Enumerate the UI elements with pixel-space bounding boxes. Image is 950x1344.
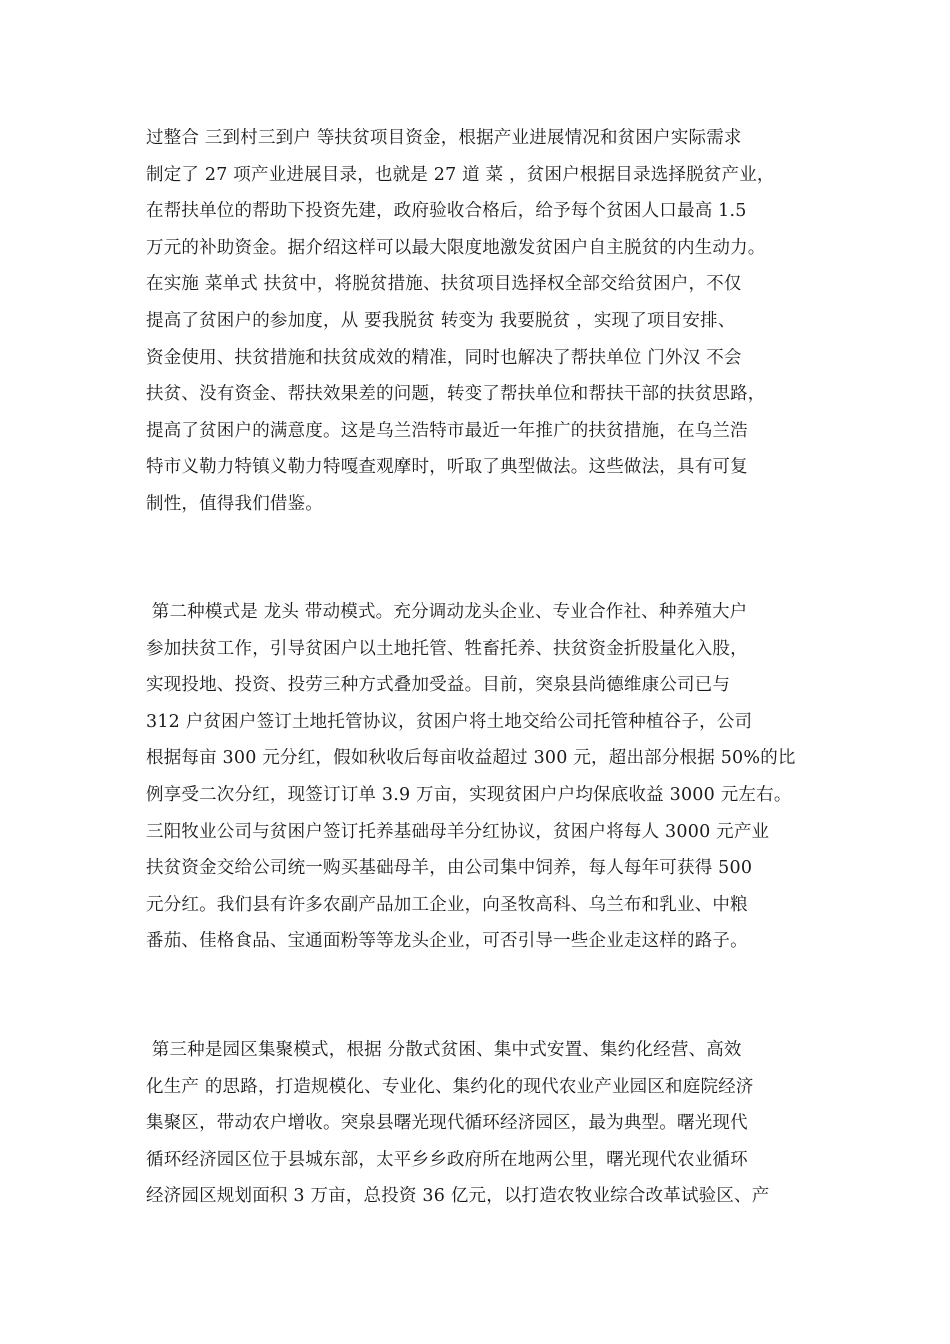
text-line: 参加扶贫工作，引导贫困户以土地托管、牲畜托养、扶贫资金折股量化入股， [146, 638, 748, 659]
text-line: 经济园区规划面积 3 万亩，总投资 36 亿元，以打造农牧业综合改革试验区、产 [146, 1186, 770, 1207]
text-line: 第二种模式是 龙头 带动模式。充分调动龙头企业、专业合作社、种养殖大户 [146, 602, 748, 622]
text-line: 提高了贫困户的满意度。这是乌兰浩特市最近一年推广的扶贫措施，在乌兰浩 [146, 420, 748, 441]
text-line: 三阳牧业公司与贫困户签订托养基础母羊分红协议，贫困户将每人 3000 元产业 [146, 821, 770, 842]
text-line: 元分红。我们县有许多农副产品加工企业，向圣牧高科、乌兰布和乳业、中粮 [146, 894, 748, 915]
text-line: 根据每亩 300 元分红，假如秋收后每亩收益超过 300 元，超出部分根据 50%的比 [146, 748, 796, 769]
text-line: 万元的补助资金。据介绍这样可以最大限度地激发贫困户自主脱贫的内生动力。 [146, 237, 766, 258]
text-line: 实现投地、投资、投劳三种方式叠加受益。目前，突泉县尚德维康公司已与 [146, 675, 731, 696]
text-line: 312 户贫困户签订土地托管协议，贫困户将土地交给公司托管种植谷子，公司 [146, 711, 753, 732]
paragraph-industrial-park-model [146, 1032, 810, 1215]
text-line: 扶贫、没有资金、帮扶效果差的问题，转变了帮扶单位和帮扶干部的扶贫思路， [146, 384, 766, 405]
text-line: 资金使用、扶贫措施和扶贫成效的精准，同时也解决了帮扶单位 门外汉 不会 [146, 347, 742, 368]
text-line: 在帮扶单位的帮助下投资先建，政府验收合格后，给予每个贫困人口最高 1.5 [146, 201, 747, 222]
paragraph-leading-enterprise-model [146, 594, 810, 960]
text-line: 特市义勒力特镇义勒力特嘎查观摩时，听取了典型做法。这些做法，具有可复 [146, 457, 748, 478]
text-line: 扶贫资金交给公司统一购买基础母羊，由公司集中饲养，每人每年可获得 500 [146, 858, 753, 879]
text-line: 例享受二次分红，现签订订单 3.9 万亩，实现贫困户户均保底收益 3000 元左右。 [146, 784, 792, 805]
text-line: 集聚区，带动农户增收。突泉县曙光现代循环经济园区，最为典型。曙光现代 [146, 1113, 748, 1134]
text-line: 循环经济园区位于县城东部，太平乡乡政府所在地两公里，曙光现代农业循环 [146, 1149, 748, 1170]
text-line: 提高了贫困户的参加度，从 要我脱贫 转变为 我要脱贫 ，实现了项目安排、 [146, 310, 736, 331]
text-line: 制性，值得我们借鉴。 [146, 493, 323, 514]
text-line: 第三种是园区集聚模式，根据 分散式贫困、集中式安置、集约化经营、高效 [146, 1040, 742, 1060]
text-line: 制定了 27 项产业进展目录，也就是 27 道 菜 ，贫困户根据目录选择脱贫产业， [146, 164, 775, 185]
paragraph-menu-style-poverty-alleviation [146, 120, 810, 523]
text-line: 过整合 三到村三到户 等扶贫项目资金，根据产业进展情况和贫困户实际需求 [146, 128, 742, 148]
text-line: 化生产 的思路，打造规模化、专业化、集约化的现代农业产业园区和庭院经济 [146, 1076, 754, 1097]
text-line: 番茄、佳格食品、宝通面粉等等龙头企业，可否引导一些企业走这样的路子。 [146, 931, 748, 952]
text-line: 在实施 菜单式 扶贫中，将脱贫措施、扶贫项目选择权全部交给贫困户，不仅 [146, 274, 742, 295]
